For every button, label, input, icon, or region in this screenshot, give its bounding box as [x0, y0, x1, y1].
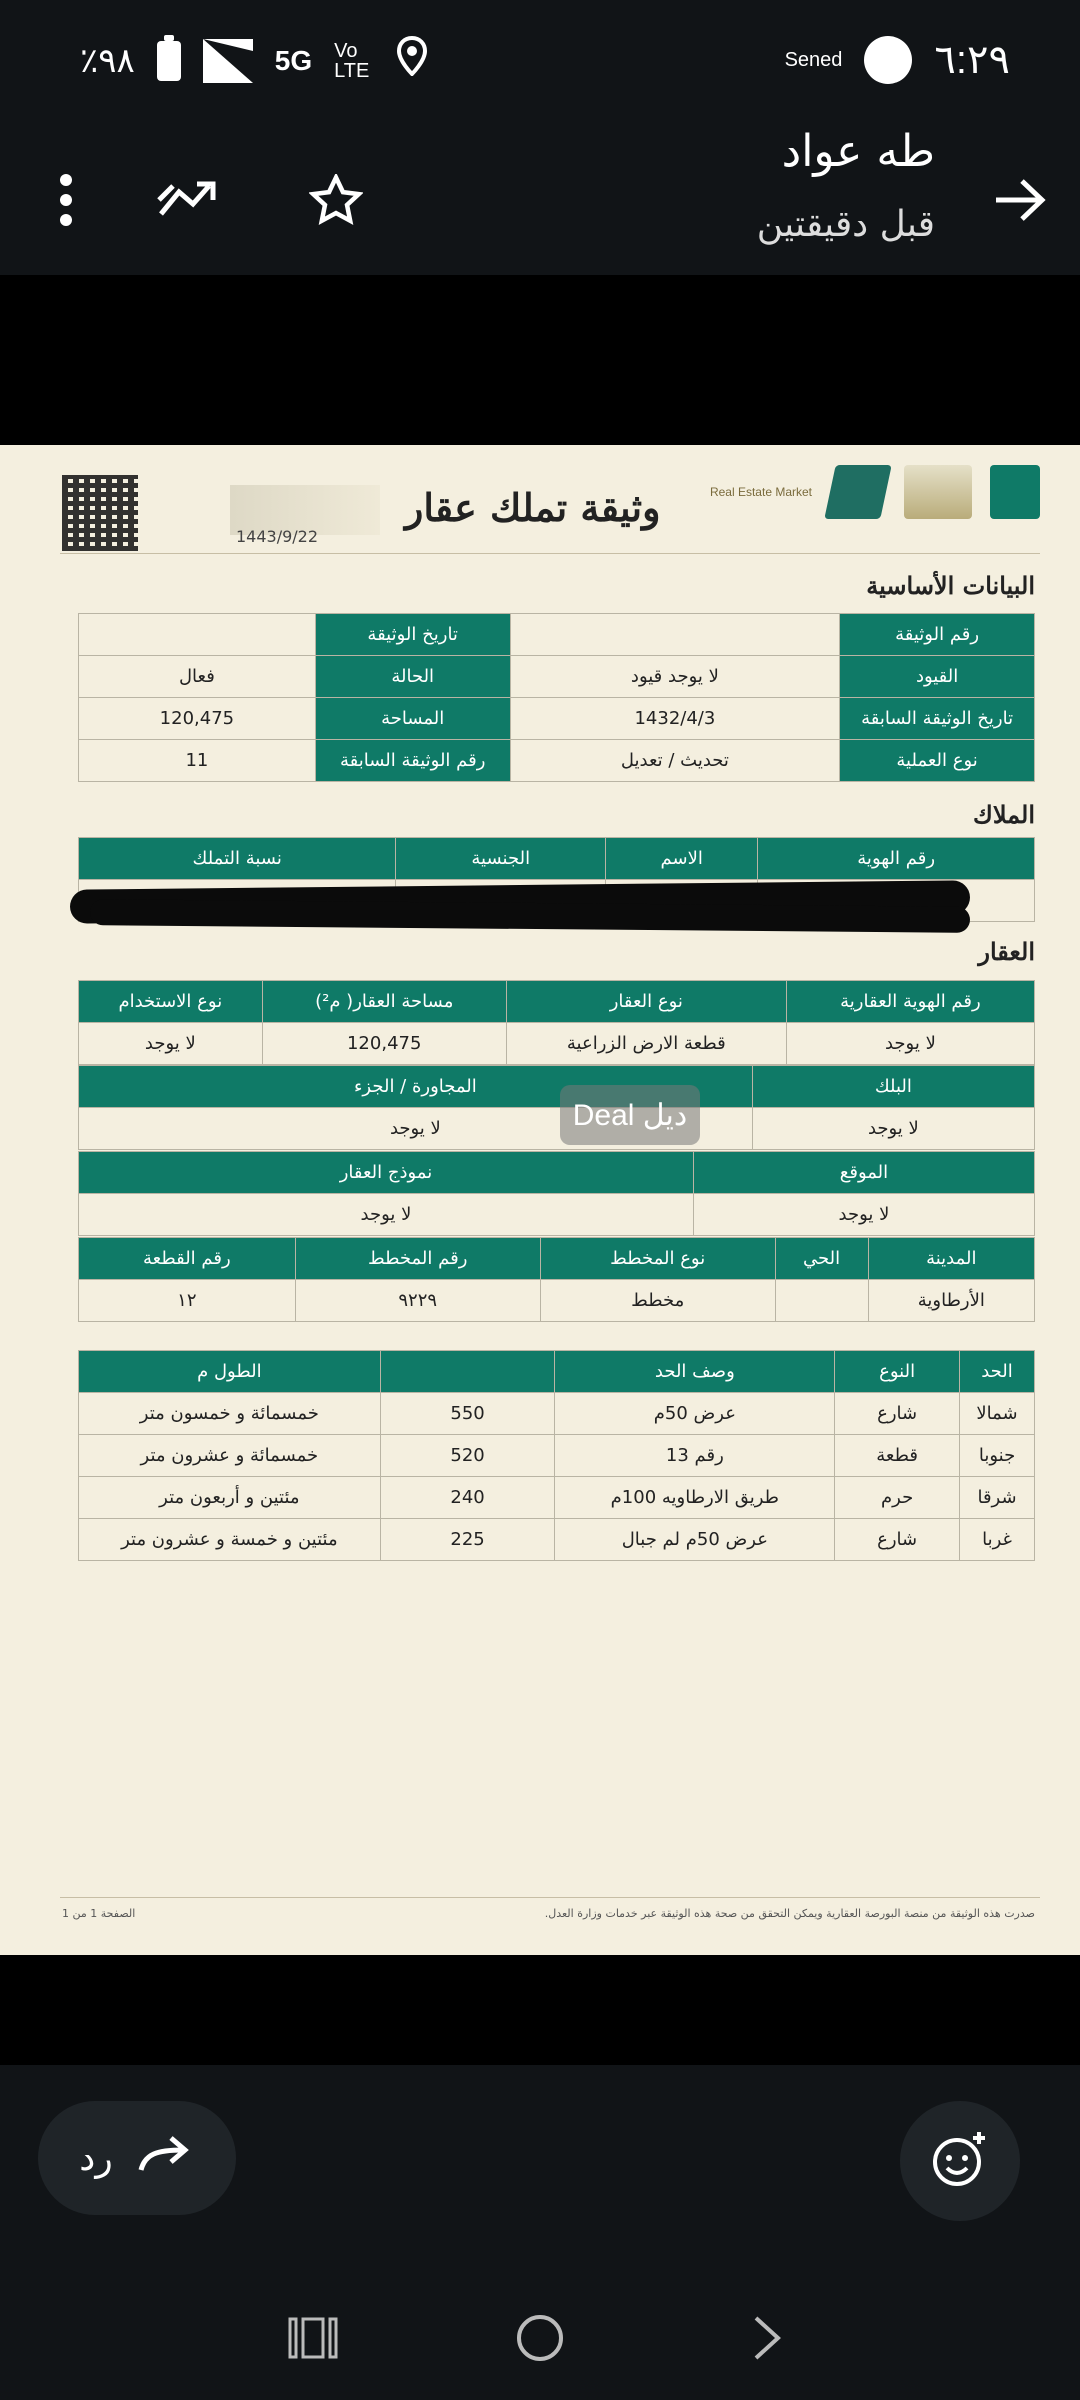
reply-label: رد: [79, 2137, 113, 2179]
column-header: نوع العقار: [506, 981, 786, 1023]
column-header: رقم القطعة: [79, 1238, 296, 1280]
field-label: تاريخ الوثيقة: [315, 614, 510, 656]
property-table-1: [78, 980, 1035, 1065]
document-image[interactable]: [0, 445, 1080, 1955]
table-cell: 520: [380, 1435, 555, 1477]
table-row: [79, 1280, 1035, 1322]
image-bottom-padding: [0, 1955, 1080, 2065]
table-row: [79, 1194, 1035, 1236]
table-cell: لا يوجد: [79, 1194, 694, 1236]
column-header: رقم المخطط: [295, 1238, 540, 1280]
table-cell: رقم 13: [555, 1435, 835, 1477]
field-value: 120,475: [79, 698, 316, 740]
column-header: الاسم: [606, 838, 758, 880]
property-table-3: [78, 1151, 1035, 1236]
footer-note: صدرت هذه الوثيقة من منصة البورصة العقارية ويمكن التحقق من صحة هذه الوثيقة عبر خدمات وزارة العدل.: [544, 1907, 1035, 1920]
column-header: الموقع: [693, 1152, 1034, 1194]
table-row: [79, 1477, 1035, 1519]
table-row: [79, 1393, 1035, 1435]
table-row: [79, 614, 1035, 656]
column-header: نسبة التملك: [79, 838, 396, 880]
column-header: المجاورة / الجزء: [79, 1066, 753, 1108]
column-header: الجنسية: [396, 838, 606, 880]
table-cell: شارع: [835, 1519, 960, 1561]
back-icon[interactable]: [732, 2303, 802, 2373]
status-right: [785, 36, 1010, 84]
table-cell: جنوبا: [960, 1435, 1035, 1477]
ministry-logos: [710, 465, 1040, 519]
table-cell: حرم: [835, 1477, 960, 1519]
table-cell: خمسمائة و عشرون متر: [79, 1435, 381, 1477]
viewer-header: [0, 120, 1080, 275]
field-label: نوع العملية: [840, 740, 1035, 782]
more-vertical-icon[interactable]: [26, 160, 106, 240]
battery-icon: [157, 41, 181, 81]
bottom-bar: [0, 2065, 1080, 2400]
table-cell: لا يوجد: [786, 1023, 1034, 1065]
table-cell: 550: [380, 1393, 555, 1435]
column-header: الطول م: [79, 1351, 381, 1393]
clock: ٦:٢٩: [934, 38, 1010, 82]
field-value: [79, 614, 316, 656]
reply-arrow-icon: [137, 2134, 195, 2183]
table-cell: عرض 50م لم جبال: [555, 1519, 835, 1561]
document-title: وثيقة تملك عقار: [405, 485, 661, 530]
table-header-row: [79, 1066, 1035, 1108]
field-label: الحالة: [315, 656, 510, 698]
table-cell: الأرطاوية: [868, 1280, 1034, 1322]
table-cell: مئتين و أربعون متر: [79, 1477, 381, 1519]
table-cell: قطعة الارض الزراعية: [506, 1023, 786, 1065]
volte-indicator: Vo LTE: [334, 39, 370, 82]
header-divider: [60, 553, 1040, 554]
battery-percent: ٪٩٨: [80, 41, 135, 80]
recents-icon[interactable]: [278, 2303, 348, 2373]
arrow-right-icon[interactable]: [980, 160, 1060, 240]
property-table-4: [78, 1237, 1035, 1322]
table-header-row: [79, 1152, 1035, 1194]
table-cell: لا يوجد: [752, 1108, 1034, 1150]
column-header: نوع المخطط: [540, 1238, 775, 1280]
sender-name: طه عواد: [781, 126, 935, 177]
justice-calligraphy-logo-icon: [904, 465, 972, 519]
basic-info-table: [78, 613, 1035, 782]
table-row: [79, 656, 1035, 698]
table-cell: شارع: [835, 1393, 960, 1435]
table-cell: شمالا: [960, 1393, 1035, 1435]
signal-icon: [203, 39, 253, 83]
market-logo-text: Real Estate Market: [709, 485, 812, 499]
column-header: رقم الهوية: [758, 838, 1035, 880]
sim-label: Sened: [784, 48, 843, 71]
column-header: البلك: [752, 1066, 1034, 1108]
field-value: لا يوجد قيود: [510, 656, 840, 698]
column-header: الحد: [960, 1351, 1035, 1393]
table-cell: لا يوجد: [79, 1023, 263, 1065]
table-cell: [775, 1280, 868, 1322]
field-label: المساحة: [315, 698, 510, 740]
network-type: 5G: [274, 44, 313, 76]
table-row: [79, 698, 1035, 740]
system-nav-bar: [0, 2275, 1080, 2400]
table-cell: لا يوجد: [693, 1194, 1034, 1236]
table-cell: 240: [380, 1477, 555, 1519]
column-header: النوع: [835, 1351, 960, 1393]
field-value: [510, 614, 840, 656]
column-header: [380, 1351, 555, 1393]
field-label: رقم الوثيقة: [840, 614, 1035, 656]
column-header: وصف الحد: [555, 1351, 835, 1393]
table-row: [79, 740, 1035, 782]
footer-page: الصفحة 1 من 1: [62, 1907, 136, 1920]
property-table-2: [78, 1065, 1035, 1150]
column-header: رقم الهوية العقارية: [786, 981, 1034, 1023]
status-left: [80, 36, 428, 85]
star-icon[interactable]: [296, 160, 376, 240]
status-bar: [0, 0, 1080, 120]
column-header: نموذج العقار: [79, 1152, 694, 1194]
field-label: تاريخ الوثيقة السابقة: [840, 698, 1035, 740]
add-reaction-button[interactable]: [900, 2101, 1020, 2221]
table-cell: غربا: [960, 1519, 1035, 1561]
field-value: فعال: [79, 656, 316, 698]
table-cell: شرقا: [960, 1477, 1035, 1519]
column-header: نوع الاستخدام: [79, 981, 263, 1023]
table-cell: 120,475: [262, 1023, 506, 1065]
table-header-row: [79, 838, 1035, 880]
table-cell: ١٢: [79, 1280, 296, 1322]
qr-code-icon: [62, 475, 138, 551]
table-header-row: [79, 1351, 1035, 1393]
section-owners: الملاك: [973, 800, 1035, 829]
location-icon: [396, 36, 428, 85]
deal-watermark: Deal ديل: [560, 1085, 700, 1145]
field-label: القيود: [840, 656, 1035, 698]
table-cell: عرض 50م: [555, 1393, 835, 1435]
column-header: مساحة العقار( م²): [262, 981, 506, 1023]
field-value: تحديث / تعديل: [510, 740, 840, 782]
section-property: العقار: [978, 937, 1035, 966]
table-cell: 225: [380, 1519, 555, 1561]
table-cell: خمسمائة و خمسون متر: [79, 1393, 381, 1435]
table-cell: مئتين و خمسة و عشرون متر: [79, 1519, 381, 1561]
footer-divider: [60, 1897, 1040, 1898]
table-cell: ٩٢٢٩: [295, 1280, 540, 1322]
table-row: [79, 1519, 1035, 1561]
market-emblem-icon: [824, 465, 891, 519]
section-basic-info: البيانات الأساسية: [866, 571, 1035, 600]
field-value: 1432/4/3: [510, 698, 840, 740]
table-header-row: [79, 1238, 1035, 1280]
message-timestamp: قبل دقيقتين: [756, 204, 935, 245]
table-cell: لا يوجد: [79, 1108, 753, 1150]
field-value: 11: [79, 740, 316, 782]
image-top-padding: [0, 275, 1080, 445]
table-header-row: [79, 981, 1035, 1023]
forward-all-icon[interactable]: [150, 160, 230, 240]
table-cell: مخطط: [540, 1280, 775, 1322]
boundaries-table: [78, 1350, 1035, 1561]
notification-dot-icon: [864, 36, 912, 84]
table-cell: قطعة: [835, 1435, 960, 1477]
ministry-justice-logo-icon: [990, 465, 1040, 519]
home-icon[interactable]: [505, 2303, 575, 2373]
column-header: المدينة: [868, 1238, 1034, 1280]
table-row: [79, 1108, 1035, 1150]
table-cell: طريق الارطاويه 100م: [555, 1477, 835, 1519]
add-emoji-icon: [931, 2130, 989, 2192]
table-row: [79, 1023, 1035, 1065]
stamp-number: 1443/9/22: [236, 527, 319, 546]
column-header: الحي: [775, 1238, 868, 1280]
table-row: [79, 1435, 1035, 1477]
reply-button[interactable]: [38, 2101, 236, 2215]
field-label: رقم الوثيقة السابقة: [315, 740, 510, 782]
